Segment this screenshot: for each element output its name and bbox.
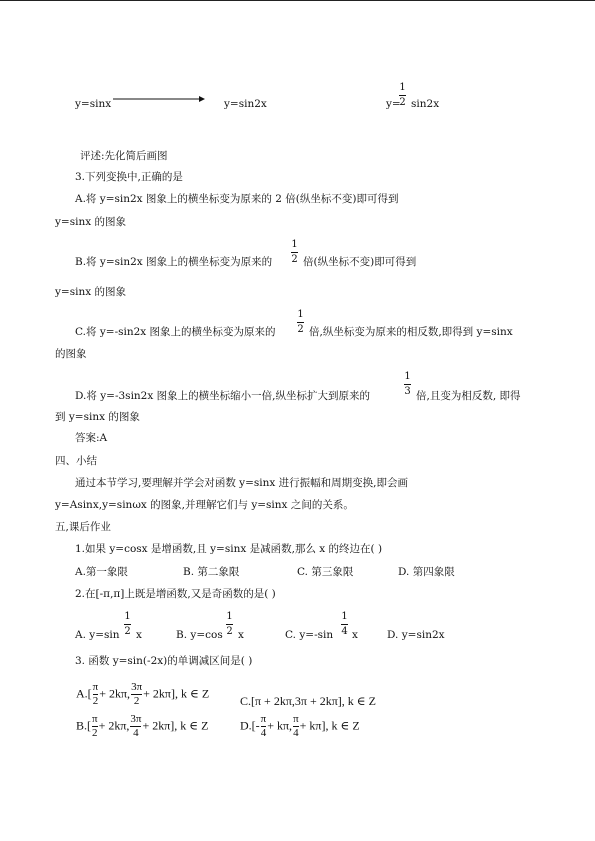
q3-option-b-line1-post: 倍(纵坐标不变)即可得到: [303, 256, 417, 268]
hw-q2-option-a-post: x: [136, 629, 142, 641]
fraction-one-half: 1 2: [226, 611, 233, 637]
hw-q1-option-b: B. 第二象限: [183, 566, 240, 578]
hw-q3-option-d: D.[- $\frac{\pi}{4}$ + kπ, $\frac{\pi}{4}$ + kπ], k ∈ Z: [240, 713, 360, 739]
q3-option-a-line2: y=sinx 的图象: [55, 216, 126, 228]
hw-q3-stem: 3. 函数 y=sin(-2x)的单调减区间是( ): [75, 655, 253, 667]
q3-option-a-line1: A.将 y=sin2x 图象上的横坐标变为原来的 2 倍(纵坐标不变)即可得到: [75, 193, 399, 205]
q3-option-c-line2: 的图象: [55, 348, 87, 360]
fraction-one-half: 1 2: [297, 309, 304, 335]
fraction-one-half: 1 2: [399, 82, 406, 108]
q3-option-d-line2: 到 y=sinx 的图象: [55, 411, 140, 423]
hw-q2-stem: 2.在[-π,π]上既是增函数,又是奇函数的是( ): [75, 588, 276, 600]
hw-q2-option-c-pre: C. y=-sin: [285, 629, 334, 641]
hw-q2-option-a-pre: A. y=sin: [75, 629, 120, 641]
hw-q2-option-b-post: x: [238, 629, 244, 641]
fraction-one-quarter: 1 4: [341, 611, 348, 637]
arrow-right-icon: [113, 96, 205, 102]
hw-q1-option-a: A.第一象限: [75, 566, 128, 578]
hw-q2-option-d: D. y=sin2x: [387, 629, 445, 641]
fraction-one-half: 1 2: [124, 611, 131, 637]
hw-q2-option-b-pre: B. y=cos: [176, 629, 223, 641]
fraction-one-third: 1 3: [404, 371, 411, 397]
function-y-sinx: y=sinx: [75, 98, 112, 110]
hw-q3-option-a: A.[ $\frac{\pi}{2}$ + 2kπ, $\frac{3\pi}{2}$ + 2kπ], k ∈ Z: [76, 681, 210, 707]
q3-option-c-line1-post: 倍,纵坐标变为原来的相反数,即得到 y=sinx: [309, 326, 513, 338]
section-4-paragraph-line2: y=Asinx,y=sinωx 的图象,并理解它们与 y=sinx 之间的关系。: [55, 499, 354, 511]
function-y-sin2x: y=sin2x: [224, 98, 267, 110]
fraction-one-half: 1 2: [291, 239, 298, 265]
q3-option-b-line1-pre: B.将 y=sin2x 图象上的横坐标变为原来的: [75, 256, 273, 268]
hw-q1-stem: 1.如果 y=cosx 是增函数,且 y=sinx 是减函数,那么 x 的终边在( ): [75, 543, 383, 555]
hw-q3-option-b: B.[ $\frac{\pi}{2}$ + 2kπ, $\frac{3\pi}{4}$ + 2kπ], k ∈ Z: [76, 713, 209, 739]
q3-answer: 答案:A: [75, 432, 108, 444]
section-4-paragraph-line1: 通过本节学习,要理解并学会对函数 y=sinx 进行振幅和周期变换,即会画: [75, 477, 409, 489]
function-y-half-sin2x-prefix: y=: [386, 98, 401, 110]
section-4-title: 四、小结: [55, 455, 97, 467]
hw-q3-option-c: C.[π + 2kπ,3π + 2kπ], k ∈ Z: [240, 694, 376, 708]
section-5-title: 五,课后作业: [55, 521, 111, 533]
hw-q1-option-c: C. 第三象限: [297, 566, 354, 578]
page-top-rule: [0, 0, 595, 1]
hw-q2-option-c-post: x: [352, 629, 358, 641]
q3-option-b-line2: y=sinx 的图象: [55, 286, 126, 298]
q3-stem: 3.下列变换中,正确的是: [75, 171, 183, 183]
q3-option-d-line1-post: 倍,且变为相反数, 即得: [416, 390, 521, 402]
function-y-half-sin2x-suffix: sin2x: [411, 98, 440, 110]
hw-q1-option-d: D. 第四象限: [398, 566, 455, 578]
q3-option-d-line1-pre: D.将 y=-3sin2x 图象上的横坐标缩小一倍,纵坐标扩大到原来的: [75, 390, 370, 402]
q3-option-c-line1-pre: C.将 y=-sin2x 图象上的横坐标变为原来的: [75, 326, 276, 338]
comment-text: 评述:先化简后画图: [80, 150, 168, 162]
